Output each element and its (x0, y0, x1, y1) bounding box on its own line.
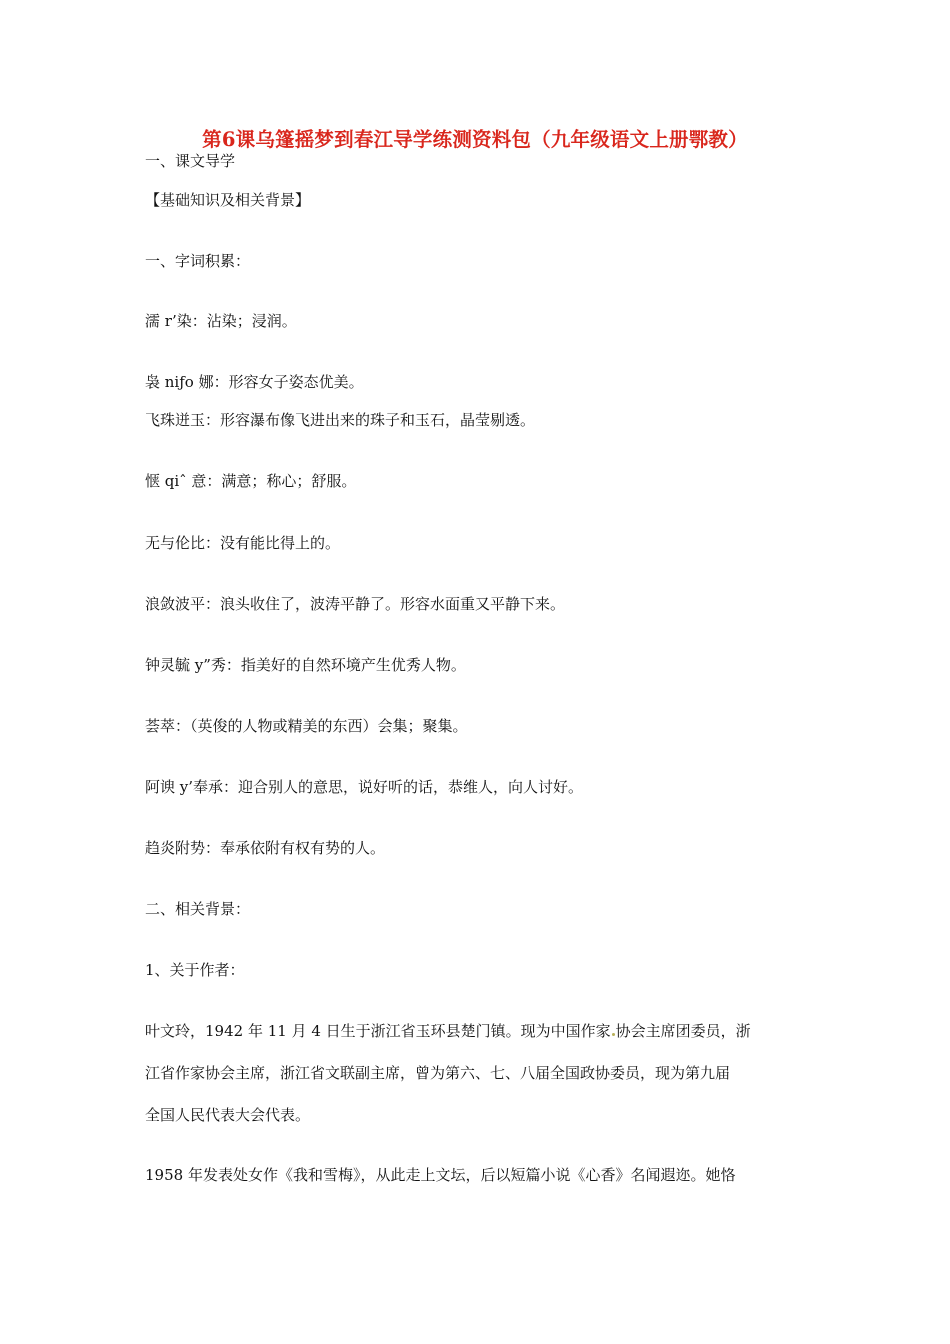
author-heading: 1、关于作者： (145, 961, 245, 979)
paragraph-line: 全国人民代表大会代表。 (145, 1106, 311, 1124)
vocab-item: 钟灵毓 y”秀：指美好的自然环境产生优秀人物。 (145, 656, 466, 674)
author-paragraph (145, 1010, 810, 1136)
paragraph-line: 叶文玲，1942 年 11 月 4 日生于浙江省玉环县楚门镇。现为中国作家 协会主席团委员，浙 (145, 1022, 751, 1040)
page-title: 第6课乌篷摇梦到春江导学练测资料包（九年级语文上册鄂教） (202, 128, 748, 151)
works-paragraph-line: 1958 年发表处女作《我和雪梅》，从此走上文坛，后以短篇小说《心香》名闻遐迩。她恪 (145, 1166, 736, 1184)
vocab-item: 趋炎附势：奉承依附有权有势的人。 (145, 839, 386, 857)
vocab-item: 濡 r’染：沾染；浸润。 (145, 312, 297, 330)
background-heading: 二、相关背景： (145, 900, 251, 918)
mark-dot (612, 1033, 615, 1036)
vocab-item: 浪敛波平：浪头收住了，波涛平静了。形容水面重又平静下来。 (145, 595, 566, 613)
vocab-item: 荟萃：（英俊的人物或精美的东西）会集；聚集。 (145, 717, 468, 735)
section-heading-guide: 一、课文导学 (145, 152, 236, 170)
vocab-item: 飞珠迸玉：形容瀑布像飞进出来的珠子和玉石，晶莹剔透。 (145, 411, 536, 429)
vocab-heading: 一、字词积累： (145, 252, 251, 270)
vocab-item: 无与伦比：没有能比得上的。 (145, 534, 341, 552)
vocab-item: 阿谀 y’奉承：迎合别人的意思，说好听的话，恭维人，向人讨好。 (145, 778, 584, 796)
paragraph-line: 江省作家协会主席，浙江省文联副主席，曾为第六、七、八届全国政协委员，现为第九届 (145, 1064, 731, 1082)
vocab-item: 惬 qiˆ 意：满意；称心；舒服。 (145, 472, 357, 490)
section-subheading-basics: 【基础知识及相关背景】 (145, 191, 311, 209)
vocab-item: 袅 niƒo 娜：形容女子姿态优美。 (145, 373, 364, 391)
